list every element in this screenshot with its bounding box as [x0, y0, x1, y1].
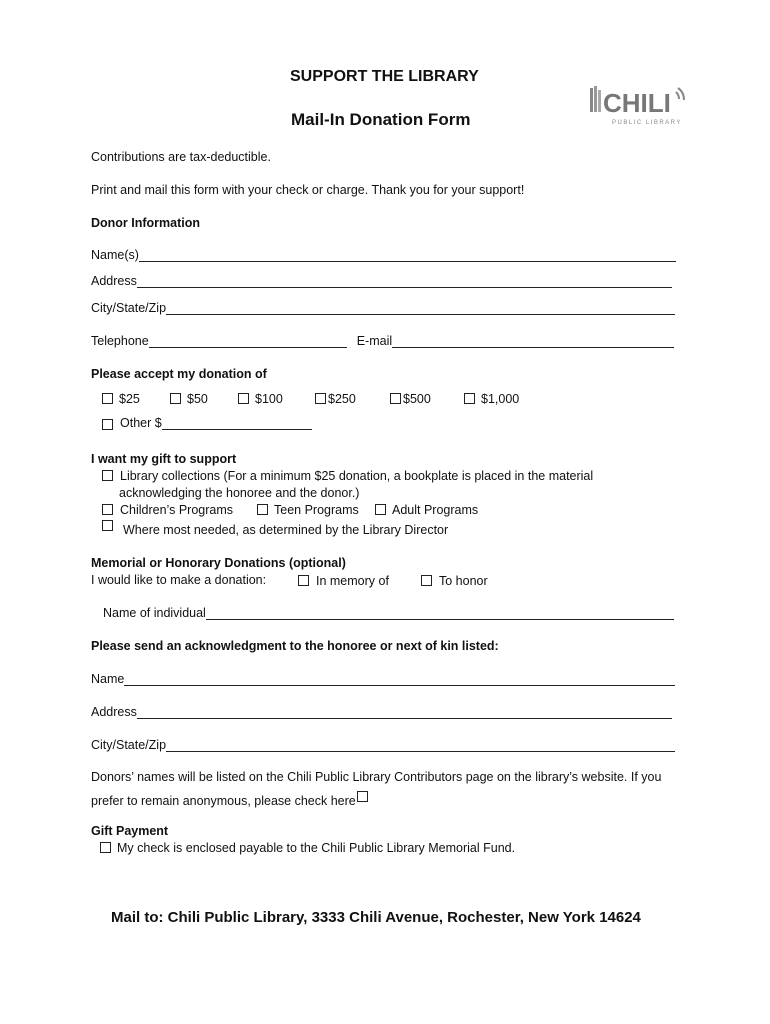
logo-subtext: PUBLIC LIBRARY	[612, 120, 682, 126]
checkbox-icon[interactable]	[102, 393, 113, 404]
option-most-needed[interactable]: Where most needed, as determined by the Library Director	[102, 520, 448, 537]
donor-info-heading: Donor Information	[91, 216, 201, 230]
amount-option-50[interactable]: $50	[170, 392, 208, 406]
checkbox-icon[interactable]	[102, 470, 113, 481]
ack-name-field[interactable]	[124, 674, 675, 686]
checkbox-icon[interactable]	[375, 504, 386, 515]
logo-mark-icon	[590, 82, 690, 126]
memorial-heading: Memorial or Honorary Donations (optional)	[91, 556, 346, 570]
ack-address-label: Address	[91, 705, 137, 719]
library-collections-note: acknowledging the honoree and the donor.)	[119, 486, 360, 500]
checkbox-icon[interactable]	[170, 393, 181, 404]
names-label: Name(s)	[91, 248, 139, 262]
address-field[interactable]	[137, 276, 672, 288]
option-adult-programs[interactable]: Adult Programs	[375, 503, 478, 517]
checkbox-icon[interactable]	[257, 504, 268, 515]
checkbox-icon[interactable]	[238, 393, 249, 404]
option-to-honor[interactable]: To honor	[421, 574, 488, 588]
email-label: E-mail	[356, 334, 393, 348]
checkbox-icon[interactable]	[464, 393, 475, 404]
library-logo	[590, 82, 690, 126]
ack-city-state-zip-field[interactable]	[166, 740, 675, 752]
other-amount-label: Other $	[120, 416, 162, 430]
option-childrens-programs[interactable]: Children’s Programs	[102, 503, 233, 517]
donation-amount-heading: Please accept my donation of	[91, 367, 267, 381]
ack-city-state-zip-label: City/State/Zip	[91, 738, 167, 752]
telephone-field[interactable]	[149, 336, 347, 348]
intro-instructions: Print and mail this form with your check or charge. Thank you for your support!	[91, 183, 525, 197]
ack-name-label: Name	[91, 672, 125, 686]
gift-support-heading: I want my gift to support	[91, 452, 237, 466]
mailing-address: Mail to: Chili Public Library, 3333 Chili Avenue, Rochester, New York 14624	[111, 909, 641, 926]
form-subtitle: Mail-In Donation Form	[291, 110, 471, 129]
checkbox-icon[interactable]	[421, 575, 432, 586]
individual-name-field[interactable]	[206, 608, 674, 620]
city-state-zip-field[interactable]	[166, 303, 675, 315]
amount-option-25[interactable]: $25	[102, 392, 140, 406]
amount-option-100[interactable]: $100	[238, 392, 283, 406]
checkbox-icon[interactable]	[298, 575, 309, 586]
amount-option-1000[interactable]: $1,000	[464, 392, 519, 406]
page-title: SUPPORT THE LIBRARY	[290, 68, 479, 85]
logo-text: CHILI	[603, 88, 671, 118]
address-label: Address	[91, 274, 137, 288]
anonymity-note: Donors’ names will be listed on the Chili Public Library Contributors page on the library’s website. If you	[91, 770, 662, 784]
option-in-memory[interactable]: In memory of	[298, 574, 389, 588]
option-library-collections[interactable]: Library collections (For a minimum $25 donation, a bookplate is placed in the material	[102, 469, 593, 483]
checkbox-icon[interactable]	[102, 504, 113, 515]
email-field[interactable]	[392, 336, 674, 348]
memorial-prompt: I would like to make a donation:	[91, 573, 267, 587]
amount-option-250[interactable]: $250	[315, 392, 356, 406]
individual-name-label: Name of individual	[103, 606, 206, 620]
ack-address-field[interactable]	[137, 707, 672, 719]
anonymous-checkbox[interactable]	[357, 791, 368, 802]
option-teen-programs[interactable]: Teen Programs	[257, 503, 359, 517]
checkbox-icon[interactable]	[102, 520, 113, 531]
amount-option-500[interactable]: $500	[390, 392, 431, 406]
names-field[interactable]	[139, 250, 676, 262]
telephone-label: Telephone	[91, 334, 149, 348]
other-amount-checkbox[interactable]	[102, 419, 113, 430]
acknowledgment-heading: Please send an acknowledgment to the honoree or next of kin listed:	[91, 639, 499, 653]
intro-tax-note: Contributions are tax-deductible.	[91, 150, 271, 164]
gift-payment-heading: Gift Payment	[91, 824, 169, 838]
checkbox-icon[interactable]	[100, 842, 111, 853]
option-check-enclosed[interactable]: My check is enclosed payable to the Chili Public Library Memorial Fund.	[100, 841, 515, 855]
checkbox-icon[interactable]	[315, 393, 326, 404]
anonymity-option[interactable]: prefer to remain anonymous, please check here	[91, 791, 374, 808]
other-amount-field[interactable]	[162, 418, 312, 430]
city-state-zip-label: City/State/Zip	[91, 301, 167, 315]
checkbox-icon[interactable]	[390, 393, 401, 404]
